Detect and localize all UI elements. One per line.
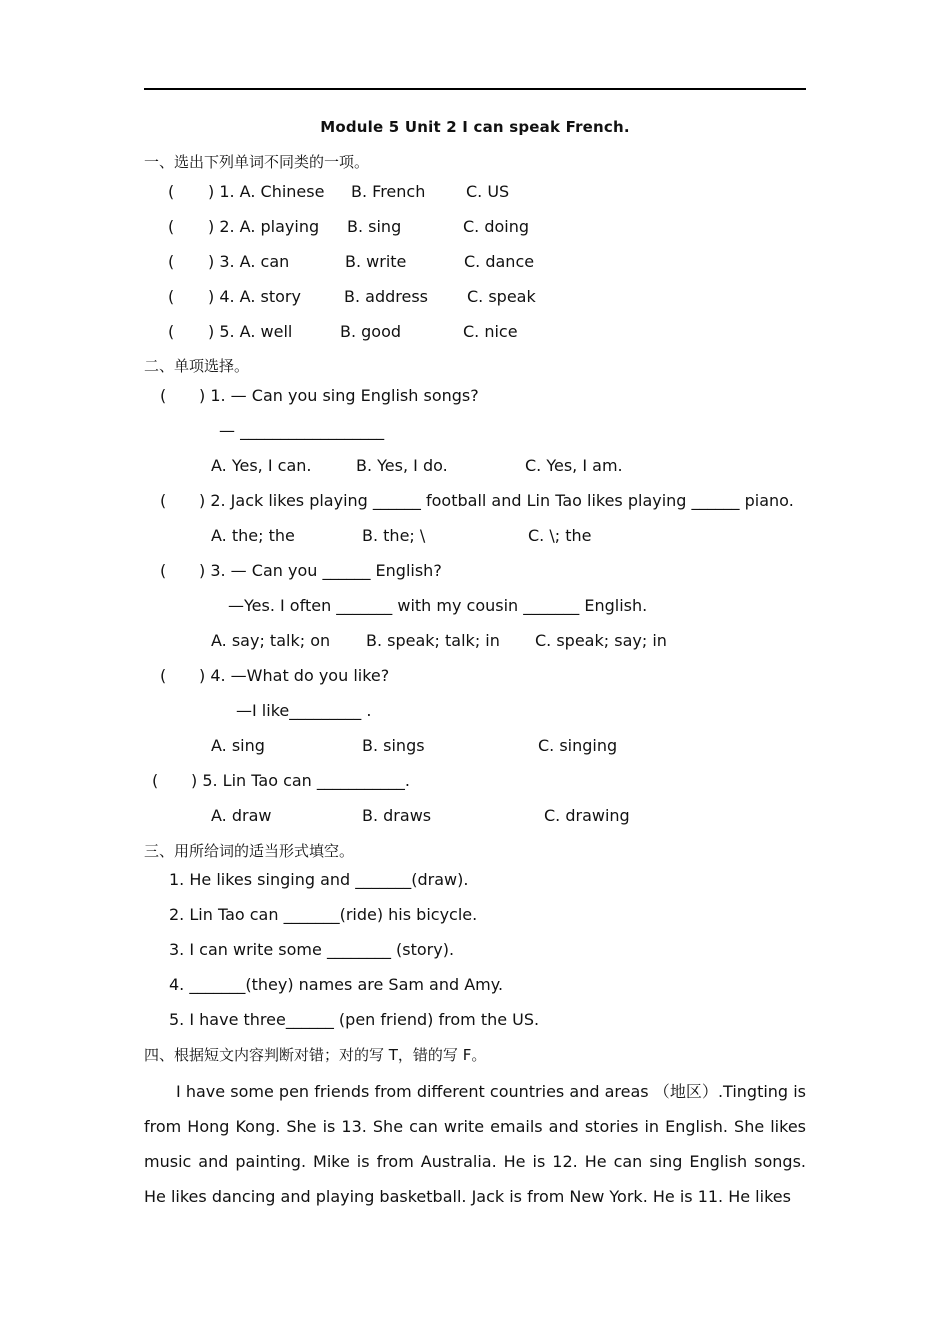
option-b: B. address — [344, 287, 429, 306]
option-b: B. sings — [362, 736, 425, 755]
answer-line: —Yes. I often _______ with my cousin _______ English. — [228, 596, 648, 615]
page-title: Module 5 Unit 2 I can speak French. — [320, 118, 630, 136]
option-b: B. the; \ — [362, 526, 426, 545]
option-a: A. draw — [211, 806, 272, 825]
answer-paren: ( — [168, 252, 175, 271]
reading-passage: I have some pen friends from different countries and areas （地区）.Tingting is from Hong Kong. She is 13. She can write emails and stories in English. She likes music and painting. Mike is from Australia. He is 12. He can sing English songs. He likes dancing and playing basketball. Jack is from New York. He is 11. He likes — [144, 1082, 806, 1206]
answer-paren: ( — [168, 182, 175, 201]
option-a: A. the; the — [211, 526, 295, 545]
option-a: ) 3. A. can — [208, 252, 290, 271]
option-b: B. French — [351, 182, 426, 201]
option-c: C. singing — [538, 736, 618, 755]
fill-blank-item-2: 2. Lin Tao can _______(ride) his bicycle. — [169, 905, 478, 924]
question-stem: ) 3. — Can you ______ English? — [199, 561, 442, 580]
answer-paren: ( — [168, 287, 175, 306]
fill-blank-item-3: 3. I can write some ________ (story). — [169, 940, 455, 959]
option-b: B. Yes, I do. — [356, 456, 448, 475]
section-1-heading: 一、选出下列单词不同类的一项。 — [144, 153, 370, 171]
option-a: A. say; talk; on — [211, 631, 331, 650]
fill-blank-item-1: 1. He likes singing and _______(draw). — [169, 870, 469, 889]
option-c: C. drawing — [544, 806, 630, 825]
option-a: A. Yes, I can. — [211, 456, 312, 475]
answer-paren: ( — [160, 491, 167, 510]
answer-line: —I like_________ . — [236, 701, 372, 720]
answer-paren: ( — [160, 666, 167, 685]
option-a: ) 1. A. Chinese — [208, 182, 325, 201]
option-c: C. dance — [464, 252, 535, 271]
option-a: ) 2. A. playing — [208, 217, 320, 236]
option-c: C. \; the — [528, 526, 592, 545]
option-b: B. speak; talk; in — [366, 631, 500, 650]
answer-paren: ( — [160, 386, 167, 405]
option-c: C. Yes, I am. — [525, 456, 623, 475]
fill-blank-item-4: 4. _______(they) names are Sam and Amy. — [169, 975, 504, 994]
option-a: ) 4. A. story — [208, 287, 301, 306]
option-b: B. sing — [347, 217, 402, 236]
option-a: A. sing — [211, 736, 265, 755]
option-a: ) 5. A. well — [208, 322, 293, 341]
question-stem: ) 2. Jack likes playing ______ football and Lin Tao likes playing ______ piano. — [199, 491, 794, 510]
option-c: C. nice — [463, 322, 518, 341]
option-b: B. draws — [362, 806, 432, 825]
answer-paren: ( — [160, 561, 167, 580]
question-stem: ) 1. — Can you sing English songs? — [199, 386, 479, 405]
option-c: C. doing — [463, 217, 530, 236]
answer-paren: ( — [168, 322, 175, 341]
section-4-heading: 四、根据短文内容判断对错；对的写 T，错的写 F。 — [144, 1046, 487, 1064]
section-2-heading: 二、单项选择。 — [144, 357, 250, 375]
option-c: C. speak; say; in — [535, 631, 667, 650]
answer-line: — __________________ — [219, 421, 385, 440]
top-rule — [144, 88, 806, 90]
fill-blank-item-5: 5. I have three______ (pen friend) from the US. — [169, 1010, 540, 1029]
option-c: C. speak — [467, 287, 536, 306]
question-stem: ) 5. Lin Tao can ___________. — [191, 771, 410, 790]
answer-paren: ( — [168, 217, 175, 236]
option-b: B. write — [345, 252, 407, 271]
question-stem: ) 4. —What do you like? — [199, 666, 390, 685]
option-b: B. good — [340, 322, 402, 341]
section-3-heading: 三、用所给词的适当形式填空。 — [144, 842, 355, 860]
answer-paren: ( — [152, 771, 159, 790]
option-c: C. US — [466, 182, 510, 201]
